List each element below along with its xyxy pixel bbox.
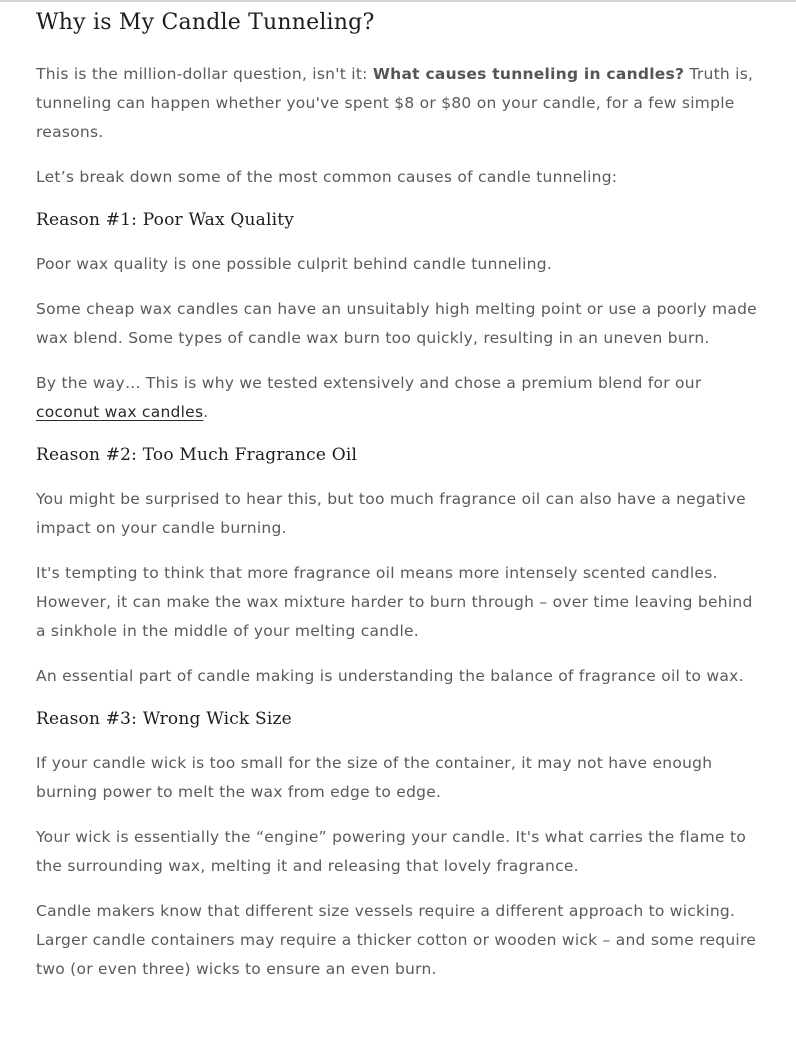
reason-3-paragraph-2: Your wick is essentially the “engine” powering your candle. It's what carries the flame to the surrounding wax, melting it and releasing that lovely fragrance. xyxy=(36,828,747,875)
reason-1-paragraph-2: Some cheap wax candles can have an unsuitably high melting point or use a poorly made wax blend. Some types of candle wax burn too quickly, resulting in an uneven burn. xyxy=(36,300,757,347)
intro-text-before: This is the million-dollar question, isn't it: xyxy=(36,65,373,83)
intro-paragraph xyxy=(36,60,766,147)
intro-text-after: Truth is, tunneling can happen whether you've spent $8 or $80 on your candle, for a few simple reasons. xyxy=(36,65,754,141)
article-title: Why is My Candle Tunneling? xyxy=(36,10,375,35)
reason-3-paragraph-1: If your candle wick is too small for the size of the container, it may not have enough burning power to melt the wax from edge to edge. xyxy=(36,754,713,801)
reason-2-paragraph-1: You might be surprised to hear this, but too much fragrance oil can also have a negative impact on your candle burning. xyxy=(36,490,746,537)
reason-1-text-after-link: . xyxy=(203,403,209,421)
reason-2-heading: Reason #2: Too Much Fragrance Oil xyxy=(36,445,358,465)
reason-1-text-before-link: By the way… This is why we tested extensively and chose a premium blend for our xyxy=(36,374,702,392)
reason-2-paragraph-3: An essential part of candle making is understanding the balance of fragrance oil to wax. xyxy=(36,667,744,685)
top-divider xyxy=(0,0,796,2)
reason-1-paragraph-3 xyxy=(36,369,766,427)
lead-in-paragraph: Let’s break down some of the most common causes of candle tunneling: xyxy=(36,168,618,186)
reason-1-heading: Reason #1: Poor Wax Quality xyxy=(36,210,295,230)
article-body xyxy=(36,8,766,1000)
reason-1-paragraph-1: Poor wax quality is one possible culprit behind candle tunneling. xyxy=(36,255,553,273)
reason-3-paragraph-3: Candle makers know that different size vessels require a different approach to wicking. Larger candle containers may require a thicker cotton or wooden wick – and some require two (or even three) wicks to ensure an even burn. xyxy=(36,902,757,978)
intro-bold-question: What causes tunneling in candles? xyxy=(372,65,685,83)
coconut-wax-candles-link[interactable]: coconut wax candles xyxy=(36,403,204,421)
reason-3-heading: Reason #3: Wrong Wick Size xyxy=(36,709,292,729)
reason-2-paragraph-2: It's tempting to think that more fragrance oil means more intensely scented candles. However, it can make the wax mixture harder to burn through – over time leaving behind a sinkhole in the middle of your melting candle. xyxy=(36,564,753,640)
